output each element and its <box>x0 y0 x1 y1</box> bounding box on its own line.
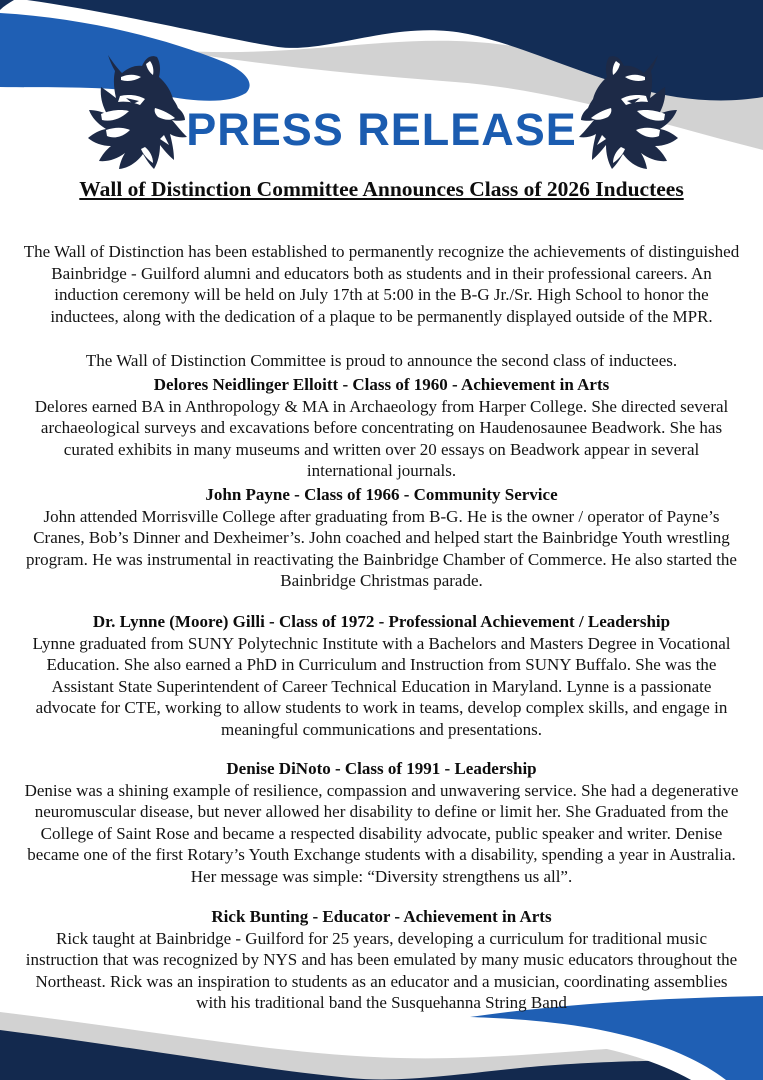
inductee-section-rick-bunting <box>0 906 763 1014</box>
page-title: Wall of Distinction Committee Announces Class of 2026 Inductees <box>79 177 684 201</box>
inductee-heading: Denise DiNoto - Class of 1991 - Leadership <box>226 759 537 778</box>
inductee-bio: Lynne graduated from SUNY Polytechnic Institute with a Bachelors and Masters Degree in Vocational Education. She also earned a PhD in Curriculum and Instruction from SUNY Buffalo. She was the Assistant State Superintendent of Career Technical Education in Maryland. Lynne is a passionate advocate for CTE, working to allow students to work in teams, develop complex skills, and engage in meaningful communications and presentations. <box>32 633 731 739</box>
inductee-heading: John Payne - Class of 1966 - Community Service <box>205 485 558 504</box>
bobcat-mascot-logo-right <box>572 52 698 182</box>
inductee-heading: Rick Bunting - Educator - Achievement in Arts <box>211 907 552 926</box>
inductee-section-lynne-gilli <box>0 611 763 740</box>
inductee-heading: Delores Neidlinger Elloitt - Class of 1960 - Achievement in Arts <box>153 375 610 394</box>
inductee-bio: Denise was a shining example of resilience, compassion and unwavering service. She had a degenerative neuromuscular disease, but never allowed her disability to define or limit her. She Graduated from the College of Saint Rose and became a respected disability advocate, public speaker and writer. Denise became one of the first Rotary’s Youth Exchange students with a disability, spending a year in Australia. Her message was simple: “Diversity strengthens us all”. <box>24 780 739 886</box>
inductee-section-john-payne <box>0 484 763 592</box>
inductee-bio: John attended Morrisville College after graduating from B-G. He is the owner / operator of Payne’s Cranes, Bob’s Dinner and Dexheimer’s. John coached and helped start the Bainbridge Youth wrestling program. He was instrumental in reactivating the Bainbridge Chamber of Commerce. He also started the Bainbridge Christmas parade. <box>26 506 737 590</box>
inductee-bio: Rick taught at Bainbridge - Guilford for 25 years, developing a curriculum for traditional music instruction that was recognized by NYS and has been emulated by many music educators throughout the Northeast. Rick was an inspiration to students as an educator and a musician, coordinating assemblies with his traditional band the Susquehanna String Band <box>25 928 738 1012</box>
inductee-section-delores-elloitt <box>0 374 763 482</box>
inductee-bio: Delores earned BA in Anthropology & MA in Archaeology from Harper College. She directed several archaeological surveys and excavations before concentrating on Haudenosaunee Beadwork. She has curated exhibits in many museums and written over 20 essays on Beadwork appear in several international journals. <box>34 396 729 480</box>
press-release-heading: PRESS RELEASE <box>186 104 577 155</box>
inductee-section-denise-dinoto <box>0 758 763 887</box>
bobcat-mascot-logo-left <box>68 52 194 182</box>
inductee-heading: Dr. Lynne (Moore) Gilli - Class of 1972 - Professional Achievement / Leadership <box>92 612 671 631</box>
top-navy-corner <box>0 0 14 10</box>
announcement-line: The Wall of Distinction Committee is proud to announce the second class of inductees. <box>85 351 678 370</box>
intro-paragraph: The Wall of Distinction has been established to permanently recognize the achievements of distinguished Bainbridge - Guilford alumni and educators both as students and in their professional careers. An induction ceremony will be held on July 17th at 5:00 in the B-G Jr./Sr. High School to honor the inductees, along with the dedication of a plaque to be permanently displayed outside of the MPR. <box>23 242 740 326</box>
